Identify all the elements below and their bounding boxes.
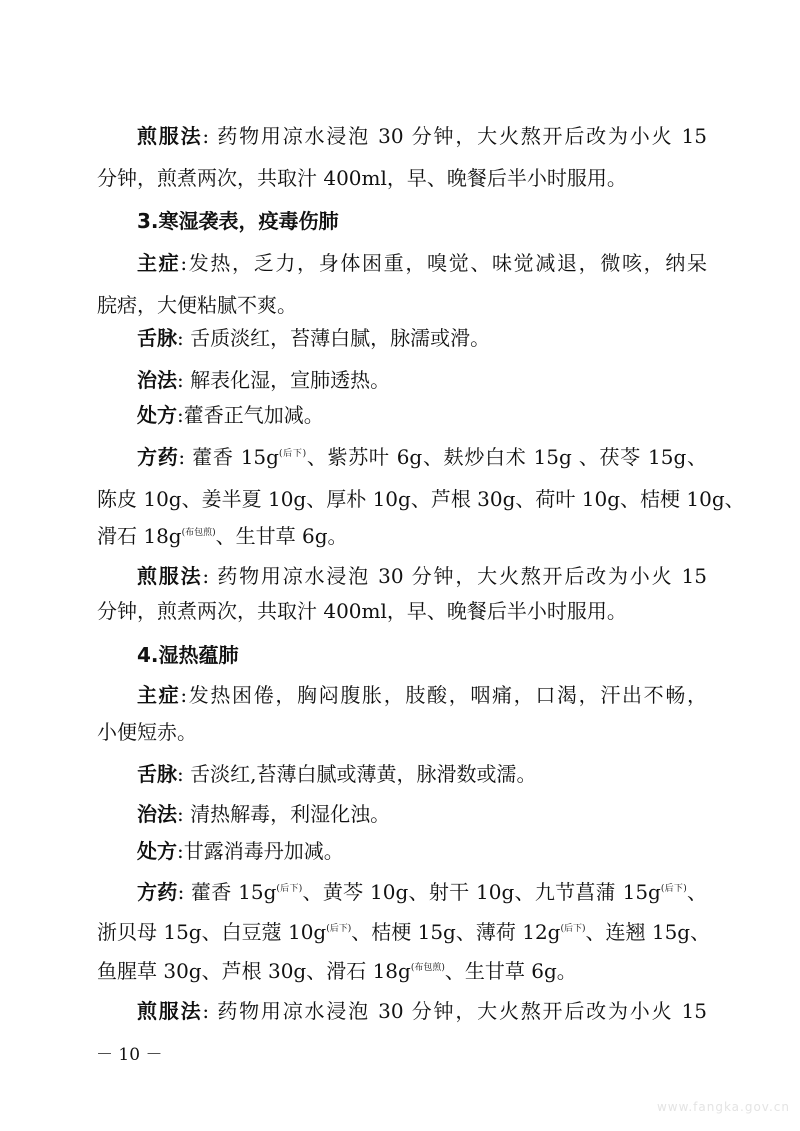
decoction-method-cont: 分钟，煎煮两次，共取汁 400ml，早、晚餐后半小时服用。	[97, 166, 627, 190]
section-heading-4: 4.湿热蕴肺	[137, 643, 239, 667]
formula-line-2: 方药: 藿香 $15g^{(后下)}$、黄芩 10g、射干 10g、九节菖蒲 $15g^{(后下)}$、	[137, 880, 708, 904]
tongue-pulse-line: 舌脉: 舌质淡红，苔薄白腻，脉濡或滑。	[137, 326, 491, 350]
formula-cont-4: 鱼腥草 30g、芦根 30g、滑石 $18g^{(布包煎)}$、生甘草 6g。	[97, 959, 577, 983]
formula-cont-1: 陈皮 10g、姜半夏 10g、厚朴 10g、芦根 30g、荷叶 10g、桔梗 10g、	[97, 487, 745, 511]
formula-cont-2: 滑石 $18g^{(布包煎)}$、生甘草 6g。	[97, 524, 348, 548]
treatment-line: 治法: 解表化湿，宣肺透热。	[137, 368, 391, 392]
symptom-cont-2: 小便短赤。	[97, 720, 197, 744]
decoction-method-line: 煎服法: 药物用凉水浸泡 30 分钟，大火熬开后改为小火 15	[137, 124, 707, 148]
prescription-line-2: 处方:甘露消毒丹加减。	[137, 839, 344, 863]
tongue-pulse-line-2: 舌脉: 舌淡红,苔薄白腻或薄黄，脉滑数或濡。	[137, 762, 537, 786]
treatment-line-2: 治法: 清热解毒，利湿化浊。	[137, 802, 391, 826]
section-heading-3: 3.寒湿袭表，疫毒伤肺	[137, 209, 339, 233]
symptom-line: 主症:发热，乏力，身体困重，嗅觉、味觉减退，微咳，纳呆	[137, 251, 707, 275]
prescription-line: 处方:藿香正气加减。	[137, 403, 324, 427]
decoction-method-line-3: 煎服法: 药物用凉水浸泡 30 分钟，大火熬开后改为小火 15	[137, 999, 707, 1023]
page-number: － 10 －	[96, 1045, 163, 1065]
formula-line: 方药: 藿香 $15g^{(后下)}$、紫苏叶 6g、麸炒白术 15g 、茯苓 15g、	[137, 445, 707, 469]
watermark: www.fangka.gov.cn	[656, 1100, 790, 1114]
formula-cont-3: 浙贝母 15g、白豆蔻 $10g^{(后下)}$、桔梗 15g、薄荷 $12g^{(后下)}$、连翘 15g、	[97, 920, 711, 944]
decoction-method-line-2: 煎服法: 药物用凉水浸泡 30 分钟，大火熬开后改为小火 15	[137, 564, 707, 588]
symptom-cont: 脘痞，大便粘腻不爽。	[97, 293, 297, 317]
symptom-line-2: 主症:发热困倦，胸闷腹胀，肢酸，咽痛，口渴，汗出不畅，	[137, 683, 707, 707]
decoction-method-cont-2: 分钟，煎煮两次，共取汁 400ml，早、晚餐后半小时服用。	[97, 599, 627, 623]
